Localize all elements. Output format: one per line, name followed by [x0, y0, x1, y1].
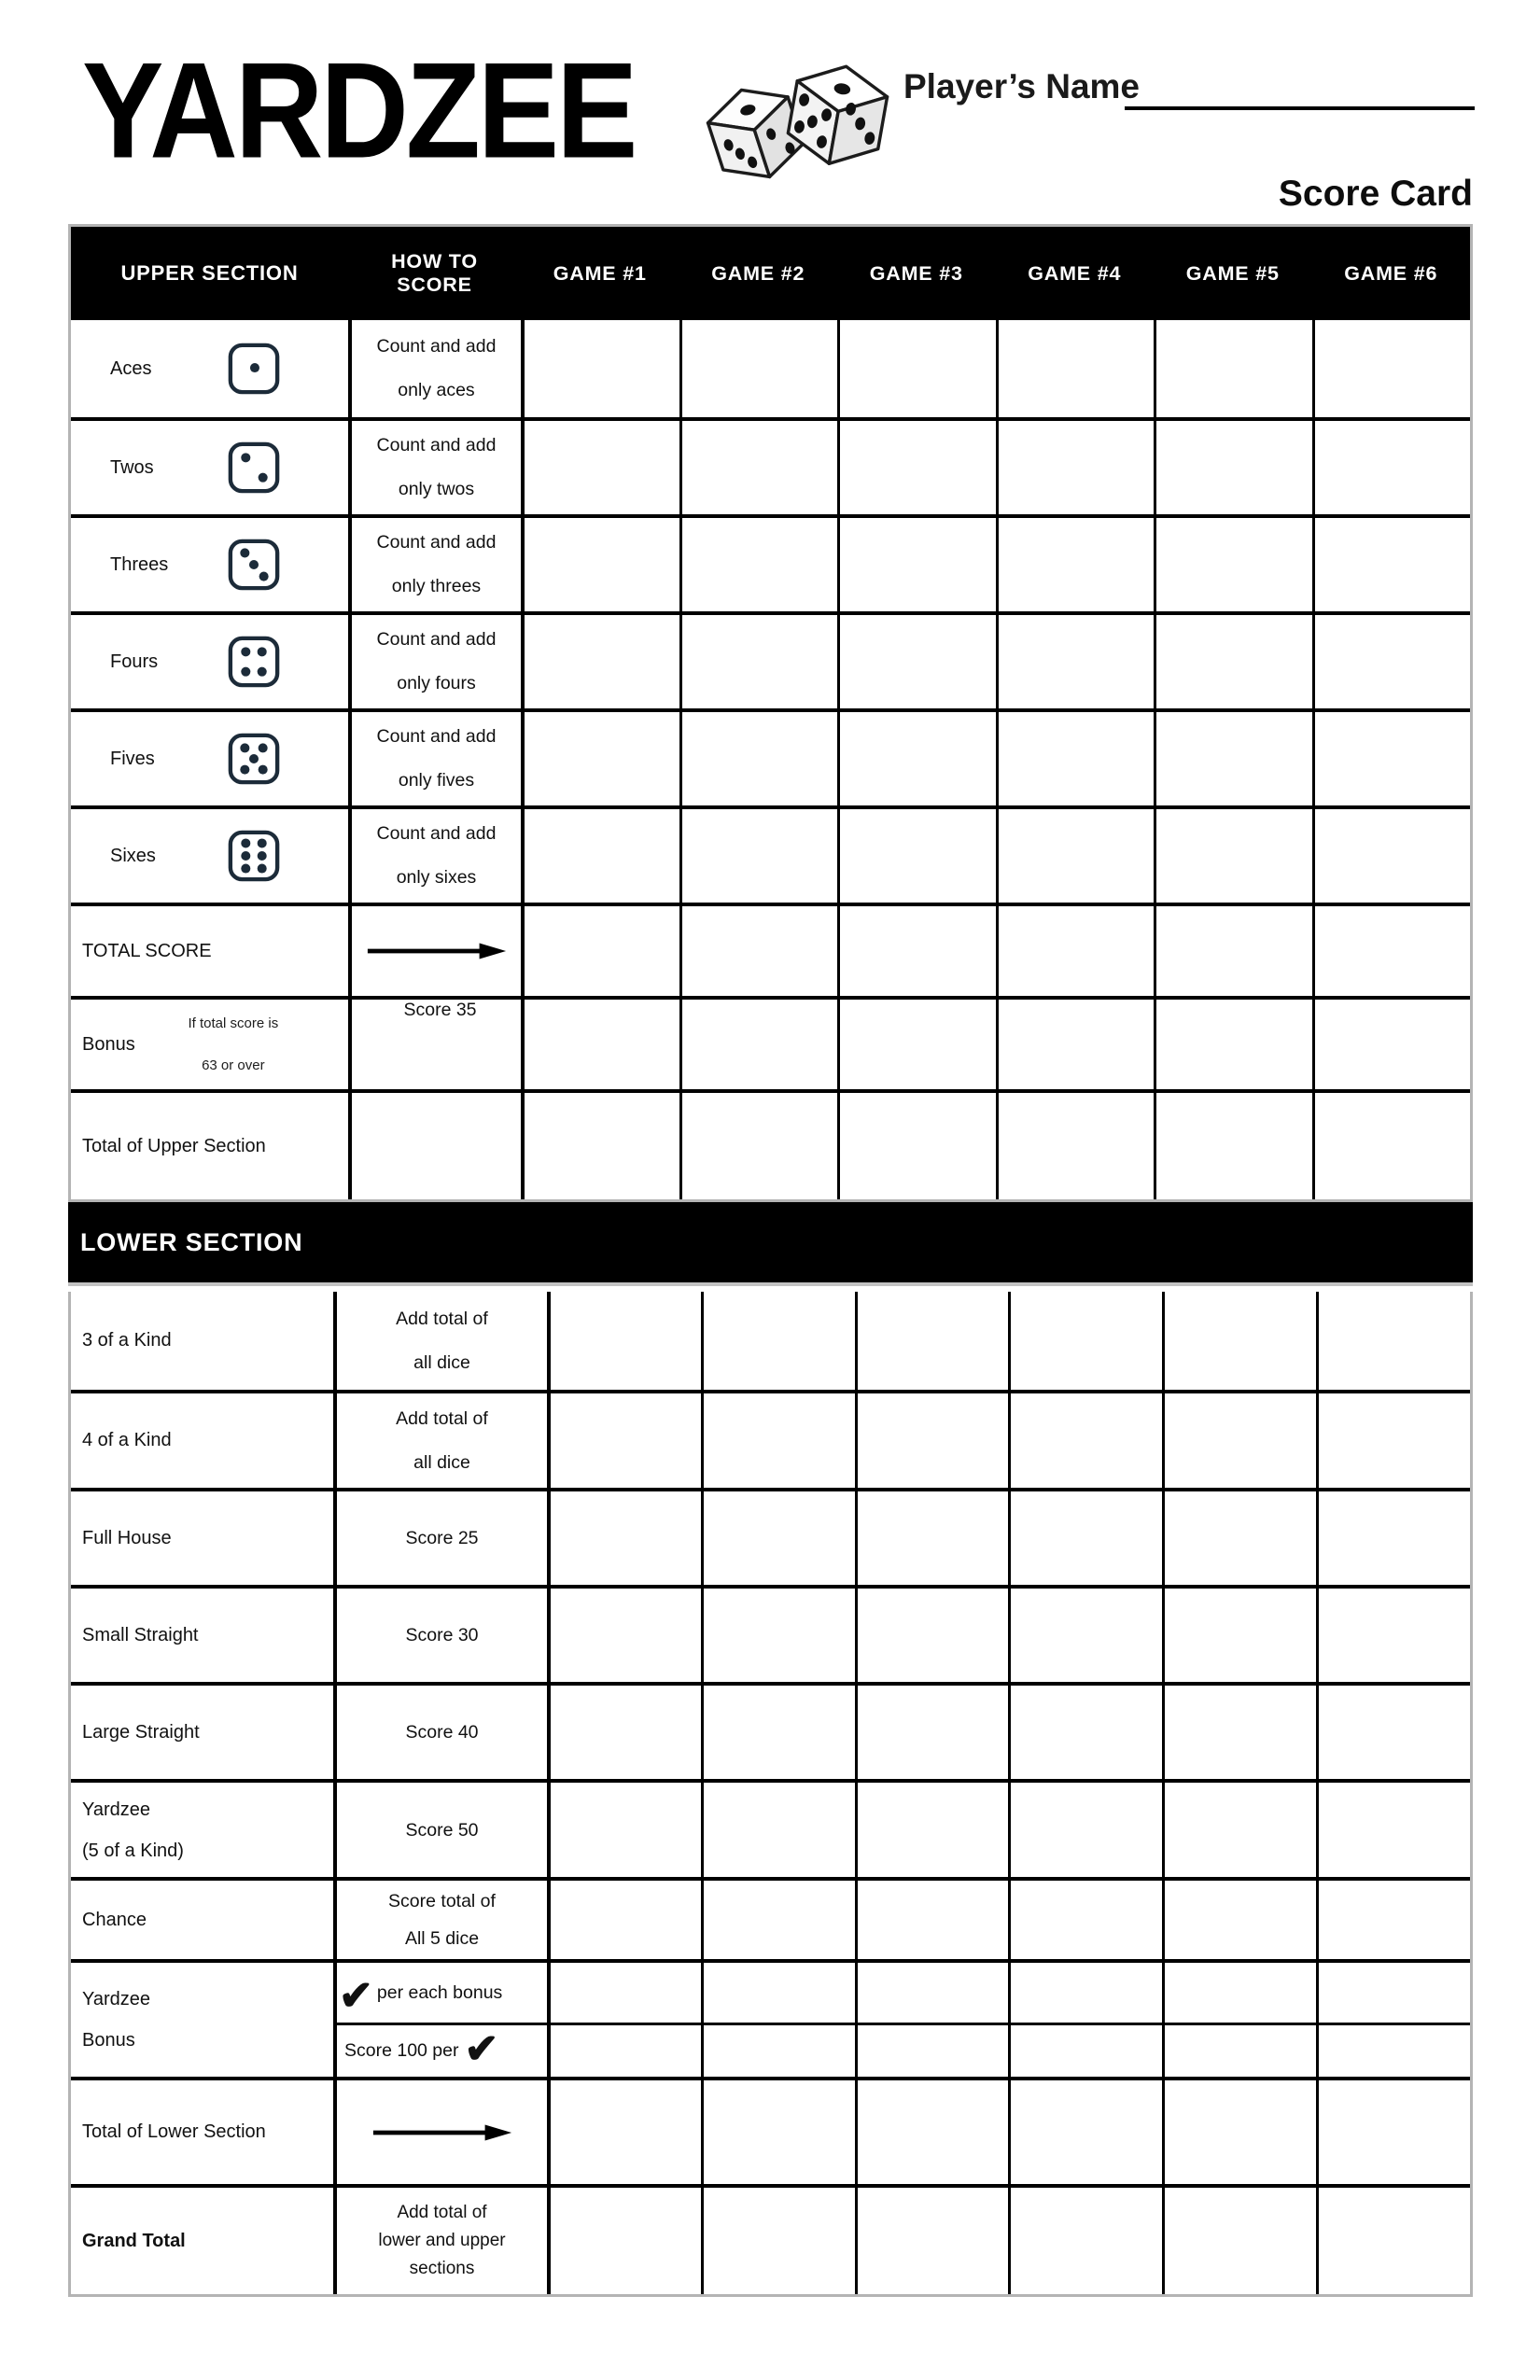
score-cell[interactable]: [521, 518, 679, 611]
bonus-check-subrow: [333, 1963, 1470, 2023]
score-cell[interactable]: [1162, 1686, 1316, 1779]
row-label: TOTAL SCORE: [82, 940, 212, 961]
score-cell[interactable]: [1154, 1093, 1312, 1199]
score-cell[interactable]: [855, 1292, 1009, 1390]
row-label: Chance: [82, 1909, 147, 1930]
game-3-header: GAME #3: [869, 261, 963, 285]
score-cell[interactable]: [1008, 1491, 1162, 1585]
score-cell[interactable]: [996, 809, 1155, 903]
checkmark-icon: ✔: [464, 2025, 499, 2072]
score-cell[interactable]: [1162, 2080, 1316, 2184]
how-to-cell: Score 50: [333, 1783, 547, 1877]
score-cell[interactable]: [1162, 1589, 1316, 1682]
score-cell[interactable]: [996, 421, 1155, 514]
score-cell[interactable]: [996, 615, 1155, 708]
score-cell[interactable]: [1154, 320, 1312, 417]
table-row-large-straight: [71, 1682, 1470, 1779]
how-to-cell: Score 40: [333, 1686, 547, 1779]
bonus-score-subrow: [333, 2023, 1470, 2077]
how-to-cell: ✔ per each bonus: [333, 1963, 547, 2023]
upper-section-header: UPPER SECTION: [120, 261, 299, 285]
score-cell[interactable]: [837, 1000, 996, 1089]
die-6-icon: [227, 829, 281, 883]
score-cell[interactable]: [837, 906, 996, 996]
score-cell[interactable]: [855, 1393, 1009, 1488]
table-row-fives: [71, 708, 1470, 805]
die-2-icon: [227, 441, 281, 495]
score-cell[interactable]: [521, 615, 679, 708]
score-cell[interactable]: [1312, 518, 1471, 611]
score-cell[interactable]: [701, 1963, 855, 2023]
score-cell[interactable]: [1154, 712, 1312, 805]
score-cell[interactable]: [701, 1881, 855, 1959]
how-to-cell: Score 30: [333, 1589, 547, 1682]
score-cell[interactable]: [701, 1589, 855, 1682]
score-cell[interactable]: [996, 320, 1155, 417]
score-cell[interactable]: [837, 712, 996, 805]
how-to-cell: Score total of All 5 dice: [333, 1881, 547, 1959]
score-cell[interactable]: [701, 2080, 855, 2184]
score-cell[interactable]: [1312, 320, 1471, 417]
score-cell[interactable]: [837, 320, 996, 417]
players-name-label: Player’s Name: [903, 67, 1141, 105]
score-cell[interactable]: [1312, 1000, 1471, 1089]
score-cell[interactable]: [1008, 2080, 1162, 2184]
row-label: Bonus If total score is 63 or over: [71, 1000, 348, 1089]
score-cell[interactable]: [547, 1881, 701, 1959]
score-cell[interactable]: [1162, 1963, 1316, 2023]
game-4-header: GAME #4: [1028, 261, 1122, 285]
score-cell[interactable]: [701, 2025, 855, 2077]
score-cell[interactable]: [547, 2080, 701, 2184]
game-5-header: GAME #5: [1185, 261, 1280, 285]
row-label: Yardzee (5 of a Kind): [82, 1799, 184, 1861]
score-cell[interactable]: [855, 1783, 1009, 1877]
table-row-4-of-a-kind: [71, 1390, 1470, 1488]
score-cell[interactable]: [547, 1589, 701, 1682]
table-row-fours: [71, 611, 1470, 708]
how-to-cell: Add total of lower and upper sections: [333, 2188, 547, 2294]
row-label: Fours: [71, 615, 348, 708]
score-cell[interactable]: [679, 615, 838, 708]
table-row-grand-total: [71, 2184, 1470, 2294]
how-to-cell: [333, 2080, 547, 2184]
score-cell[interactable]: [837, 615, 996, 708]
table-row-total-upper: [71, 1089, 1470, 1199]
how-to-cell: Count and add only sixes: [348, 809, 521, 903]
score-cell[interactable]: [1162, 2188, 1316, 2294]
score-cell[interactable]: [521, 1093, 679, 1199]
row-label: Fives: [71, 712, 348, 805]
score-cell[interactable]: [1312, 906, 1471, 996]
score-cell[interactable]: [547, 1686, 701, 1779]
right-arrow-icon: [366, 940, 508, 962]
table-row-chance: [71, 1877, 1470, 1959]
score-cell[interactable]: [1008, 1686, 1162, 1779]
game-2-header: GAME #2: [711, 261, 805, 285]
how-to-score-header: HOW TO SCORE: [391, 250, 478, 296]
score-cell[interactable]: [1154, 1000, 1312, 1089]
row-label: Full House: [82, 1527, 172, 1548]
table-header-row: [71, 227, 1470, 320]
app-logo: YARDZEE: [82, 34, 636, 187]
score-cell[interactable]: [1316, 1589, 1470, 1682]
how-to-cell: Score 25: [333, 1491, 547, 1585]
how-to-cell: Count and add only twos: [348, 421, 521, 514]
score-cell[interactable]: [679, 712, 838, 805]
score-cell[interactable]: [1162, 1393, 1316, 1488]
score-cell[interactable]: [1162, 2025, 1316, 2077]
how-to-cell: [348, 906, 521, 996]
score-cell[interactable]: [679, 1093, 838, 1199]
score-cell[interactable]: [996, 1093, 1155, 1199]
score-cell[interactable]: [1316, 1881, 1470, 1959]
score-cell[interactable]: [1316, 2080, 1470, 2184]
score-cell[interactable]: [1312, 809, 1471, 903]
die-1-icon: [227, 342, 281, 396]
how-to-cell: Count and add only fives: [348, 712, 521, 805]
score-cell[interactable]: [1162, 1881, 1316, 1959]
table-row-yardzee: [71, 1779, 1470, 1877]
score-cell[interactable]: [521, 906, 679, 996]
score-cell[interactable]: [1316, 2025, 1470, 2077]
how-to-cell: Count and add only aces: [348, 320, 521, 417]
score-cell[interactable]: [547, 1963, 701, 2023]
table-row-bonus: [71, 996, 1470, 1089]
score-cell[interactable]: [1312, 712, 1471, 805]
score-cell[interactable]: [855, 1686, 1009, 1779]
die-5-icon: [227, 732, 281, 786]
score-cell[interactable]: [855, 2080, 1009, 2184]
score-cell[interactable]: [837, 1093, 996, 1199]
score-cell[interactable]: [1008, 2025, 1162, 2077]
how-to-cell: Count and add only fours: [348, 615, 521, 708]
score-cell[interactable]: [1312, 421, 1471, 514]
score-cell[interactable]: [1154, 809, 1312, 903]
score-cell[interactable]: [1316, 1686, 1470, 1779]
yardzee-bonus-subrows: [333, 1963, 1470, 2077]
score-cell[interactable]: [701, 1783, 855, 1877]
row-label: Sixes: [71, 809, 348, 903]
score-cell[interactable]: [1316, 1963, 1470, 2023]
table-row-full-house: [71, 1488, 1470, 1585]
row-label: Small Straight: [82, 1624, 199, 1645]
score-cell[interactable]: [1312, 1093, 1471, 1199]
row-label: 4 of a Kind: [82, 1430, 172, 1450]
score-cell[interactable]: [1154, 421, 1312, 514]
score-cell[interactable]: [1316, 1292, 1470, 1390]
die-4-icon: [227, 635, 281, 689]
right-arrow-icon: [371, 2121, 513, 2144]
table-row-sixes: [71, 805, 1470, 903]
score-cell[interactable]: [855, 1589, 1009, 1682]
score-cell[interactable]: [996, 712, 1155, 805]
row-label: Twos: [71, 421, 348, 514]
score-cell[interactable]: [1154, 518, 1312, 611]
score-cell[interactable]: [547, 2188, 701, 2294]
two-dice-icon: [702, 34, 912, 211]
table-row-yardzee-bonus: [71, 1959, 1470, 2077]
how-to-cell: [348, 1093, 521, 1199]
score-cell[interactable]: [547, 1783, 701, 1877]
score-cell[interactable]: [701, 1686, 855, 1779]
how-to-cell: Count and add only threes: [348, 518, 521, 611]
score-cell[interactable]: [1162, 1491, 1316, 1585]
row-label: Yardzee Bonus: [82, 1989, 151, 2051]
row-label: Grand Total: [82, 2230, 186, 2251]
score-cell[interactable]: [1316, 1393, 1470, 1488]
row-label: Large Straight: [82, 1721, 200, 1743]
score-cell[interactable]: [855, 1491, 1009, 1585]
score-cell[interactable]: [701, 1491, 855, 1585]
upper-section-table: [68, 224, 1473, 1202]
bonus-condition-note: If total score is 63 or over: [188, 1015, 279, 1073]
score-cell[interactable]: [1008, 1881, 1162, 1959]
score-cell[interactable]: [837, 809, 996, 903]
row-label: Total of Upper Section: [82, 1135, 266, 1156]
score-cell[interactable]: [521, 421, 679, 514]
score-cell[interactable]: [855, 1881, 1009, 1959]
score-cell[interactable]: [521, 712, 679, 805]
score-cell[interactable]: [701, 2188, 855, 2294]
score-cell[interactable]: [1008, 1292, 1162, 1390]
score-cell[interactable]: [679, 906, 838, 996]
score-cell[interactable]: [837, 518, 996, 611]
score-cell[interactable]: [1008, 1589, 1162, 1682]
score-cell[interactable]: [547, 1393, 701, 1488]
row-label: Total of Lower Section: [82, 2121, 266, 2142]
game-1-header: GAME #1: [553, 261, 647, 285]
score-cell[interactable]: [1008, 1783, 1162, 1877]
score-card-body: [68, 224, 1473, 2297]
score-cell[interactable]: [855, 2025, 1009, 2077]
table-row-3-of-a-kind: [71, 1292, 1470, 1390]
score-cell[interactable]: [1312, 615, 1471, 708]
lower-section-table: [68, 1292, 1473, 2297]
score-cell[interactable]: [547, 2025, 701, 2077]
score-cell[interactable]: [1316, 1491, 1470, 1585]
score-cell[interactable]: [679, 518, 838, 611]
score-cell[interactable]: [1162, 1292, 1316, 1390]
score-cell[interactable]: [521, 320, 679, 417]
score-card-title: Score Card: [1278, 174, 1473, 214]
score-cell[interactable]: [855, 2188, 1009, 2294]
row-label: 3 of a Kind: [82, 1330, 172, 1351]
player-name-field[interactable]: [1125, 69, 1475, 110]
how-to-cell: Score 100 per ✔: [333, 2025, 547, 2077]
score-cell[interactable]: [679, 809, 838, 903]
score-cell[interactable]: [996, 1000, 1155, 1089]
score-cell[interactable]: [679, 1000, 838, 1089]
score-cell[interactable]: [679, 320, 838, 417]
score-cell[interactable]: [547, 1292, 701, 1390]
score-cell[interactable]: [679, 421, 838, 514]
score-cell[interactable]: [1008, 2188, 1162, 2294]
score-cell[interactable]: [1008, 1393, 1162, 1488]
table-row-threes: [71, 514, 1470, 611]
score-cell[interactable]: [837, 421, 996, 514]
score-cell[interactable]: [701, 1292, 855, 1390]
score-cell[interactable]: [701, 1393, 855, 1488]
how-to-cell: Add total of all dice: [333, 1393, 547, 1488]
score-cell[interactable]: [855, 1963, 1009, 2023]
score-cell[interactable]: [521, 1000, 679, 1089]
score-cell[interactable]: [1162, 1783, 1316, 1877]
table-row-total-score: [71, 903, 1470, 996]
row-label: Threes: [71, 518, 348, 611]
score-cell[interactable]: [996, 906, 1155, 996]
score-cell[interactable]: [1154, 615, 1312, 708]
table-row-total-lower: [71, 2077, 1470, 2184]
table-row-small-straight: [71, 1585, 1470, 1682]
lower-section-banner: LOWER SECTION: [68, 1202, 1473, 1286]
score-cell[interactable]: [1316, 1783, 1470, 1877]
score-cell[interactable]: [1154, 906, 1312, 996]
score-cell[interactable]: [547, 1491, 701, 1585]
die-3-icon: [227, 538, 281, 592]
table-row-aces: [71, 320, 1470, 417]
checkmark-icon: ✔: [339, 1973, 373, 2019]
how-to-cell: Score 35: [348, 1000, 521, 1089]
how-to-cell: Add total of all dice: [333, 1292, 547, 1390]
table-row-twos: [71, 417, 1470, 514]
score-cell[interactable]: [996, 518, 1155, 611]
score-cell[interactable]: [521, 809, 679, 903]
score-cell[interactable]: [1008, 1963, 1162, 2023]
row-label: Aces: [71, 320, 348, 417]
game-6-header: GAME #6: [1344, 261, 1438, 285]
score-cell[interactable]: [1316, 2188, 1470, 2294]
